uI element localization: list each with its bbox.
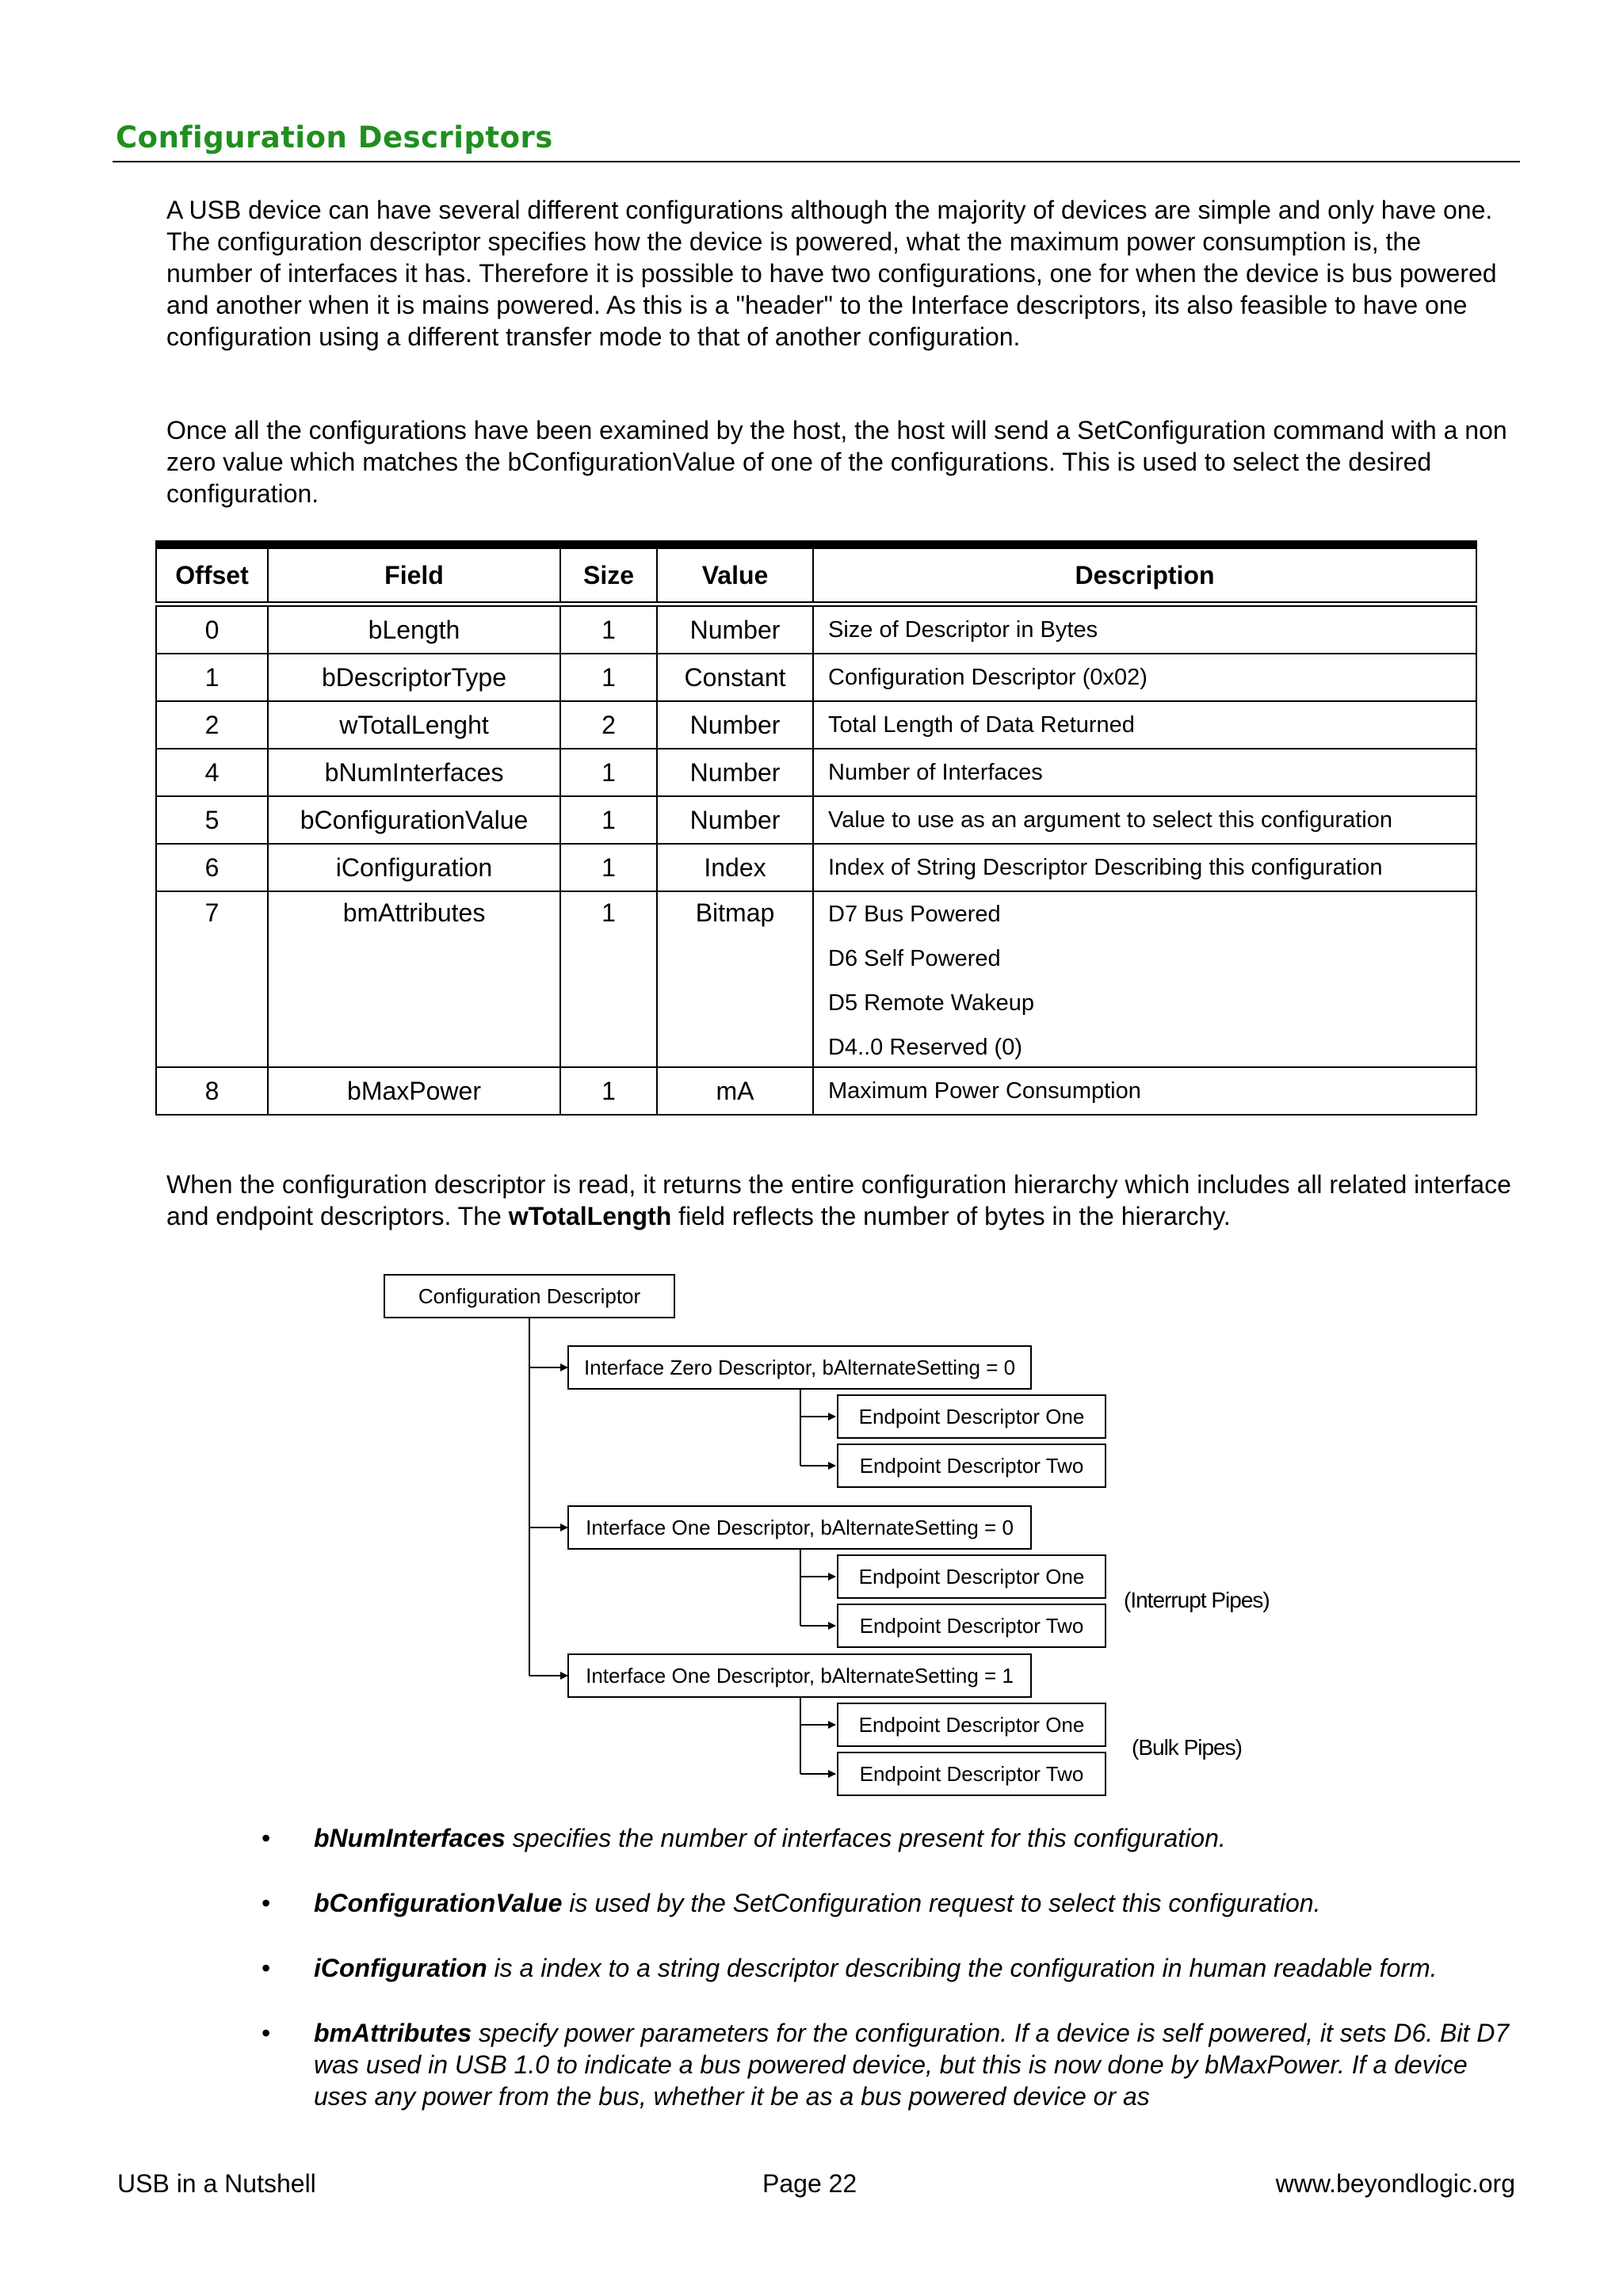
header-description: Description: [813, 548, 1476, 605]
bullet-text: specify power parameters for the configuration. If a device is self powered, it sets D6. Bit D7 was used in USB 1.0 to indicate a bus powered device, but this is now done by bMaxPower. If a device uses any power from the bus, whether it be as a bus powered device or as: [314, 2019, 1510, 2111]
cell-offset: 1: [156, 654, 268, 701]
table-header-row: [156, 548, 1476, 605]
list-item: [262, 1887, 1522, 1919]
hierarchy-paragraph: [166, 1169, 1514, 1232]
table-row: [156, 844, 1476, 891]
bullet-dot: •: [262, 1954, 271, 1982]
bullet-term: bConfigurationValue: [314, 1889, 563, 1917]
bulk-pipes-label: (Bulk Pipes): [1132, 1735, 1242, 1760]
cell-field: bDescriptorType: [268, 654, 560, 701]
cell-description: Total Length of Data Returned: [813, 701, 1476, 749]
table-row: [156, 605, 1476, 654]
cell-description: Index of String Descriptor Describing this configuration: [813, 844, 1476, 891]
heading-rule: [113, 161, 1520, 162]
table-row: [156, 796, 1476, 844]
cell-size: 1: [560, 1067, 657, 1115]
cell-size: 1: [560, 844, 657, 891]
bullet-dot: •: [262, 2019, 271, 2047]
cell-description: Maximum Power Consumption: [813, 1067, 1476, 1115]
table-row: [156, 1067, 1476, 1115]
wtotallength-term: wTotalLength: [508, 1202, 672, 1230]
cell-offset: 6: [156, 844, 268, 891]
cell-value: Number: [657, 749, 813, 796]
cell-value: Number: [657, 701, 813, 749]
cell-size: 1: [560, 796, 657, 844]
cell-value: Number: [657, 605, 813, 654]
footer-url: www.beyondlogic.org: [1275, 2169, 1515, 2198]
setconfiguration-paragraph: Once all the configurations have been examined by the host, the host will send a SetConfiguration command with a non zero value which matches the bConfigurationValue of one of the configurations. This is used to select the desired configuration.: [166, 416, 1507, 508]
cell-field: bmAttributes: [268, 891, 560, 1067]
bullet-term: bNumInterfaces: [314, 1824, 506, 1852]
footer-title: USB in a Nutshell: [117, 2169, 316, 2198]
cell-offset: 0: [156, 605, 268, 654]
cell-field: bNumInterfaces: [268, 749, 560, 796]
cell-size: 1: [560, 654, 657, 701]
cell-size: 1: [560, 891, 657, 1067]
interface-zero-box: Interface Zero Descriptor, bAlternateSetting = 0: [567, 1345, 1032, 1390]
list-item: [262, 1952, 1522, 1984]
cell-value: Index: [657, 844, 813, 891]
bit-d6-line: D6 Self Powered: [828, 946, 1001, 971]
cell-field: bConfigurationValue: [268, 796, 560, 844]
table-row: [156, 654, 1476, 701]
interface-one-alt1-box: Interface One Descriptor, bAlternateSetting = 1: [567, 1653, 1032, 1698]
bit-d4-0-line: D4..0 Reserved (0): [828, 1035, 1022, 1060]
header-value: Value: [657, 548, 813, 605]
header-offset: Offset: [156, 548, 268, 605]
cell-offset: 8: [156, 1067, 268, 1115]
cell-field: iConfiguration: [268, 844, 560, 891]
cell-field: wTotalLenght: [268, 701, 560, 749]
bullet-text: is a index to a string descriptor describing the configuration in human readable form.: [487, 1954, 1438, 1982]
paragraph-text: When the configuration descriptor is read, it returns the entire configuration hierarchy which includes all related interface and endpoint descriptors. The: [166, 1170, 1511, 1230]
field-notes-list: [262, 1822, 1522, 2145]
cell-description: Value to use as an argument to select this configuration: [813, 796, 1476, 844]
intro-paragraph: A USB device can have several different configurations although the majority of devices are simple and only have one. The configuration descriptor specifies how the device is powered, what the maximum power consumption is, the number of interfaces it has. Therefore it is possible to have two configurations, one for when the device is bus powered and another when it is mains powered. As this is a "header" to the Interface descriptors, its also feasible to have one configuration using a different transfer mode to that of another configuration.: [166, 196, 1497, 351]
bullet-term: iConfiguration: [314, 1954, 487, 1982]
configuration-descriptor-box: Configuration Descriptor: [384, 1274, 675, 1318]
interface-one-alt0-box: Interface One Descriptor, bAlternateSetting = 0: [567, 1505, 1032, 1550]
cell-size: 2: [560, 701, 657, 749]
cell-size: 1: [560, 605, 657, 654]
endpoint-one-box: Endpoint Descriptor One: [837, 1394, 1106, 1439]
endpoint-two-box: Endpoint Descriptor Two: [837, 1444, 1106, 1488]
interrupt-pipes-label: (Interrupt Pipes): [1124, 1588, 1270, 1612]
list-item: [262, 1822, 1522, 1854]
bullet-dot: •: [262, 1824, 271, 1852]
cell-description: Size of Descriptor in Bytes: [813, 605, 1476, 654]
header-field: Field: [268, 548, 560, 605]
cell-size: 1: [560, 749, 657, 796]
cell-offset: 2: [156, 701, 268, 749]
bullet-text: specifies the number of interfaces present for this configuration.: [505, 1824, 1226, 1852]
cell-field: bMaxPower: [268, 1067, 560, 1115]
bit-d5-line: D5 Remote Wakeup: [828, 990, 1035, 1016]
endpoint-two-box: Endpoint Descriptor Two: [837, 1604, 1106, 1648]
cell-value: Bitmap: [657, 891, 813, 1067]
footer-page-number: Page 22: [762, 2169, 857, 2198]
bit-d7-line: D7 Bus Powered: [828, 902, 1001, 927]
section-heading: Configuration Descriptors: [116, 120, 553, 154]
cell-value: mA: [657, 1067, 813, 1115]
table-top-bar: [155, 540, 1477, 547]
bullet-dot: •: [262, 1889, 271, 1917]
cell-value: Constant: [657, 654, 813, 701]
list-item: [262, 2017, 1522, 2112]
header-size: Size: [560, 548, 657, 605]
bullet-term: bmAttributes: [314, 2019, 472, 2047]
cell-offset: 4: [156, 749, 268, 796]
cell-field: bLength: [268, 605, 560, 654]
cell-value: Number: [657, 796, 813, 844]
cell-offset: 7: [156, 891, 268, 1067]
cell-description: Number of Interfaces: [813, 749, 1476, 796]
paragraph-text: field reflects the number of bytes in the hierarchy.: [671, 1202, 1231, 1230]
table-row: [156, 749, 1476, 796]
bullet-text: is used by the SetConfiguration request to select this configuration.: [562, 1889, 1321, 1917]
endpoint-two-box: Endpoint Descriptor Two: [837, 1752, 1106, 1796]
endpoint-one-box: Endpoint Descriptor One: [837, 1703, 1106, 1747]
configuration-descriptor-table: [155, 540, 1477, 1116]
cell-offset: 5: [156, 796, 268, 844]
cell-description: Configuration Descriptor (0x02): [813, 654, 1476, 701]
cell-description: [813, 891, 1476, 1067]
endpoint-one-box: Endpoint Descriptor One: [837, 1554, 1106, 1599]
table-row: [156, 891, 1476, 1067]
table-row: [156, 701, 1476, 749]
